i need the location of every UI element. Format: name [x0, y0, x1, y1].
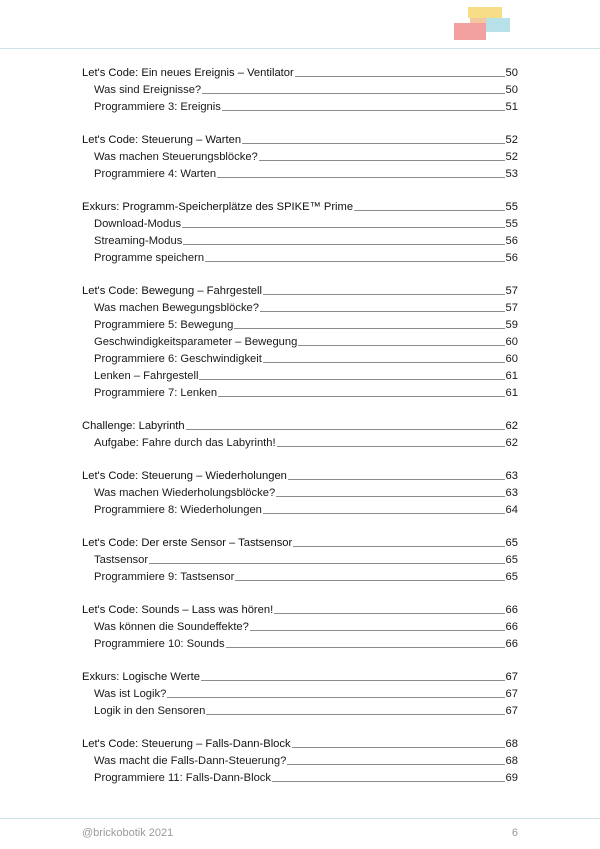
toc-subentry-page: 59 — [505, 319, 518, 331]
toc-subentry-title: Tastsensor — [94, 554, 149, 566]
toc-chapter-entry[interactable] — [82, 535, 518, 552]
dot-leader — [263, 513, 505, 514]
toc-subentry-page: 65 — [505, 571, 518, 583]
toc-subentry[interactable] — [82, 636, 518, 653]
toc-subentry-page: 68 — [505, 755, 518, 767]
toc-subentry-title: Aufgabe: Fahre durch das Labyrinth! — [94, 437, 276, 449]
toc-subentry[interactable] — [82, 216, 518, 233]
toc-section — [82, 65, 518, 116]
toc-subentry-title: Programmiere 5: Bewegung — [94, 319, 234, 331]
dot-leader — [167, 697, 504, 698]
toc-subentry-title: Was machen Steuerungsblöcke? — [94, 151, 258, 163]
toc-subentry[interactable] — [82, 149, 518, 166]
toc-subentry-title: Programmiere 11: Falls-Dann-Block — [94, 772, 271, 784]
toc-subentry-title: Was ist Logik? — [94, 688, 167, 700]
logo-block-overlap — [470, 18, 486, 23]
dot-leader — [263, 294, 505, 295]
footer-divider — [0, 818, 600, 819]
toc-chapter-entry[interactable] — [82, 736, 518, 753]
toc-chapter-entry-page: 68 — [505, 738, 518, 750]
toc-chapter-entry-page: 66 — [505, 604, 518, 616]
toc-subentry[interactable] — [82, 770, 518, 787]
toc-chapter-entry-page: 67 — [505, 671, 518, 683]
dot-leader — [234, 328, 504, 329]
toc-subentry-title: Was machen Wiederholungsblöcke? — [94, 487, 276, 499]
toc-subentry[interactable] — [82, 334, 518, 351]
toc-subentry-title: Programmiere 6: Geschwindigkeit — [94, 353, 262, 365]
toc-chapter-entry-title: Challenge: Labyrinth — [82, 420, 185, 432]
toc-section — [82, 283, 518, 402]
logo-block-pink — [454, 23, 486, 40]
dot-leader — [199, 379, 504, 380]
toc-subentry[interactable] — [82, 703, 518, 720]
header-divider — [0, 48, 600, 49]
toc-subentry[interactable] — [82, 385, 518, 402]
toc-subentry-page: 52 — [505, 151, 518, 163]
toc-subentry-page: 56 — [505, 252, 518, 264]
dot-leader — [292, 747, 505, 748]
toc-subentry-page: 60 — [505, 336, 518, 348]
toc-chapter-entry-title: Let's Code: Steuerung – Warten — [82, 134, 242, 146]
toc-subentry-title: Programme speichern — [94, 252, 205, 264]
dot-leader — [183, 244, 504, 245]
dot-leader — [218, 396, 504, 397]
toc-chapter-entry-title: Let's Code: Ein neues Ereignis – Ventilator — [82, 67, 294, 79]
toc-chapter-entry[interactable] — [82, 669, 518, 686]
toc-subentry-page: 64 — [505, 504, 518, 516]
toc-subentry[interactable] — [82, 99, 518, 116]
toc-subentry[interactable] — [82, 368, 518, 385]
toc-subentry-title: Programmiere 10: Sounds — [94, 638, 225, 650]
toc-subentry-title: Logik in den Sensoren — [94, 705, 206, 717]
toc-section — [82, 199, 518, 267]
toc-subentry-title: Programmiere 9: Tastsensor — [94, 571, 235, 583]
dot-leader — [206, 714, 504, 715]
toc-subentry-page: 67 — [505, 688, 518, 700]
toc-subentry[interactable] — [82, 82, 518, 99]
dot-leader — [242, 143, 504, 144]
toc-chapter-entry-page: 52 — [505, 134, 518, 146]
dot-leader — [226, 647, 505, 648]
toc-chapter-entry[interactable] — [82, 468, 518, 485]
toc-subentry[interactable] — [82, 502, 518, 519]
table-of-contents — [82, 65, 518, 803]
toc-subentry-title: Was machen Bewegungsblöcke? — [94, 302, 260, 314]
dot-leader — [263, 362, 505, 363]
toc-subentry-page: 67 — [505, 705, 518, 717]
dot-leader — [293, 546, 504, 547]
toc-chapter-entry-page: 50 — [505, 67, 518, 79]
dot-leader — [222, 110, 505, 111]
toc-subentry[interactable] — [82, 485, 518, 502]
toc-subentry-title: Lenken – Fahrgestell — [94, 370, 199, 382]
toc-chapter-entry-page: 63 — [505, 470, 518, 482]
dot-leader — [259, 160, 505, 161]
toc-subentry-page: 62 — [505, 437, 518, 449]
toc-section — [82, 132, 518, 183]
toc-subentry-page: 61 — [505, 387, 518, 399]
toc-chapter-entry-title: Let's Code: Sounds – Lass was hören! — [82, 604, 274, 616]
toc-subentry[interactable] — [82, 619, 518, 636]
toc-subentry[interactable] — [82, 250, 518, 267]
toc-section — [82, 736, 518, 787]
toc-subentry-page: 60 — [505, 353, 518, 365]
toc-chapter-entry-page: 57 — [505, 285, 518, 297]
toc-chapter-entry-title: Let's Code: Steuerung – Falls-Dann-Block — [82, 738, 291, 750]
toc-subentry-page: 50 — [505, 84, 518, 96]
toc-subentry-title: Streaming-Modus — [94, 235, 183, 247]
toc-section — [82, 468, 518, 519]
toc-subentry-page: 66 — [505, 621, 518, 633]
toc-subentry-page: 51 — [505, 101, 518, 113]
toc-subentry-page: 57 — [505, 302, 518, 314]
toc-subentry[interactable] — [82, 166, 518, 183]
toc-subentry-page: 65 — [505, 554, 518, 566]
dot-leader — [201, 680, 505, 681]
footer-copyright: @brickobotik 2021 — [82, 827, 174, 839]
dot-leader — [287, 764, 504, 765]
toc-chapter-entry-title: Let's Code: Steuerung – Wiederholungen — [82, 470, 287, 482]
toc-chapter-entry[interactable] — [82, 418, 518, 435]
logo-block-yellow — [468, 7, 502, 18]
dot-leader — [250, 630, 505, 631]
toc-subentry-page: 66 — [505, 638, 518, 650]
toc-subentry[interactable] — [82, 317, 518, 334]
toc-chapter-entry[interactable] — [82, 602, 518, 619]
toc-subentry-page: 56 — [505, 235, 518, 247]
toc-subentry-title: Was können die Soundeffekte? — [94, 621, 249, 633]
dot-leader — [149, 563, 504, 564]
toc-subentry[interactable] — [82, 552, 518, 569]
toc-subentry-title: Programmiere 3: Ereignis — [94, 101, 221, 113]
dot-leader — [298, 345, 504, 346]
dot-leader — [260, 311, 505, 312]
toc-chapter-entry-page: 65 — [505, 537, 518, 549]
toc-subentry-title: Geschwindigkeitsparameter – Bewegung — [94, 336, 298, 348]
colored-blocks-logo-icon — [452, 7, 512, 41]
toc-subentry[interactable] — [82, 233, 518, 250]
toc-section — [82, 418, 518, 452]
toc-chapter-entry-title: Let's Code: Der erste Sensor – Tastsensor — [82, 537, 293, 549]
toc-subentry-page: 63 — [505, 487, 518, 499]
dot-leader — [182, 227, 504, 228]
dot-leader — [272, 781, 505, 782]
toc-subentry-page: 61 — [505, 370, 518, 382]
toc-section — [82, 669, 518, 720]
dot-leader — [288, 479, 505, 480]
dot-leader — [295, 76, 505, 77]
toc-subentry-page: 53 — [505, 168, 518, 180]
toc-chapter-entry-page: 55 — [505, 201, 518, 213]
dot-leader — [202, 93, 504, 94]
toc-section — [82, 602, 518, 653]
dot-leader — [277, 446, 505, 447]
toc-subentry-title: Programmiere 8: Wiederholungen — [94, 504, 262, 516]
toc-subentry-title: Was macht die Falls-Dann-Steuerung? — [94, 755, 287, 767]
toc-chapter-entry[interactable] — [82, 283, 518, 300]
toc-subentry-page: 69 — [505, 772, 518, 784]
toc-subentry[interactable] — [82, 686, 518, 703]
dot-leader — [274, 613, 504, 614]
footer-page-number: 6 — [511, 827, 518, 839]
dot-leader — [354, 210, 504, 211]
dot-leader — [205, 261, 504, 262]
toc-chapter-entry-page: 62 — [505, 420, 518, 432]
toc-subentry-page: 55 — [505, 218, 518, 230]
dot-leader — [235, 580, 504, 581]
toc-chapter-entry-title: Exkurs: Programm-Speicherplätze des SPIKE™ Prime — [82, 201, 354, 213]
toc-subentry-title: Download-Modus — [94, 218, 182, 230]
toc-chapter-entry-title: Exkurs: Logische Werte — [82, 671, 200, 683]
toc-subentry[interactable] — [82, 753, 518, 770]
toc-chapter-entry[interactable] — [82, 65, 518, 82]
toc-subentry-title: Programmiere 7: Lenken — [94, 387, 218, 399]
toc-section — [82, 535, 518, 586]
toc-chapter-entry[interactable] — [82, 132, 518, 149]
toc-chapter-entry[interactable] — [82, 199, 518, 216]
toc-subentry-title: Was sind Ereignisse? — [94, 84, 202, 96]
dot-leader — [276, 496, 504, 497]
toc-chapter-entry-title: Let's Code: Bewegung – Fahrgestell — [82, 285, 263, 297]
toc-subentry-title: Programmiere 4: Warten — [94, 168, 217, 180]
toc-subentry[interactable] — [82, 435, 518, 452]
logo-block-cyan — [482, 18, 510, 32]
toc-subentry[interactable] — [82, 569, 518, 586]
toc-subentry[interactable] — [82, 351, 518, 368]
dot-leader — [186, 429, 505, 430]
dot-leader — [217, 177, 504, 178]
toc-subentry[interactable] — [82, 300, 518, 317]
